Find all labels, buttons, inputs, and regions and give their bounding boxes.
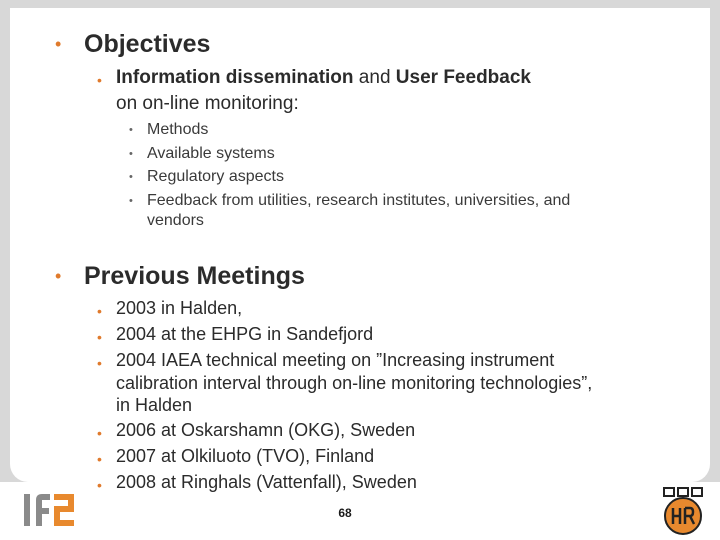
subheading-info [116,67,531,89]
list-item-continued: vendors [147,212,204,229]
heading-objectives: Objectives [84,30,211,58]
subheading-bold2: User Feedback [395,67,531,88]
list-item: 2007 at Olkiluoto (TVO), Finland [116,446,375,466]
ife-logo-icon [22,492,78,530]
subheading-bold1: Information dissemination [116,67,354,88]
bullet-icon: • [129,171,133,183]
subheading-line2: on on-line monitoring: [116,93,299,114]
list-item: Feedback from utilities, research institutes, universities, and [147,192,571,209]
bullet-icon: • [97,451,102,467]
list-item: Methods [147,121,209,138]
bullet-icon: • [97,303,102,319]
hrp-logo-icon [658,484,708,536]
bullet-icon: • [129,195,133,207]
list-item-continued: in Halden [116,395,193,415]
list-item: 2006 at Oskarshamn (OKG), Sweden [116,420,416,440]
heading-previous-meetings: Previous Meetings [84,262,305,290]
bullet-icon: • [97,329,102,345]
bullet-icon: • [129,148,133,160]
bullet-icon: • [97,477,102,493]
list-item: 2004 at the EHPG in Sandefjord [116,324,374,344]
subheading-mid: and [353,67,396,88]
page-number: 68 [338,506,352,520]
bullet-icon: • [55,266,62,286]
bullet-icon: • [97,355,102,371]
bullet-icon: • [97,425,102,441]
list-item: 2004 IAEA technical meeting on ”Increasing instrument [116,350,555,370]
bullet-icon: • [129,124,133,136]
bullet-icon: • [97,72,102,88]
list-item: 2003 in Halden, [116,298,243,318]
list-item: 2008 at Ringhals (Vattenfall), Sweden [116,472,417,492]
list-item-continued: calibration interval through on-line monitoring technologies”, [116,373,593,393]
bullet-icon: • [55,34,62,54]
list-item: Regulatory aspects [147,168,284,185]
list-item: Available systems [147,145,275,162]
